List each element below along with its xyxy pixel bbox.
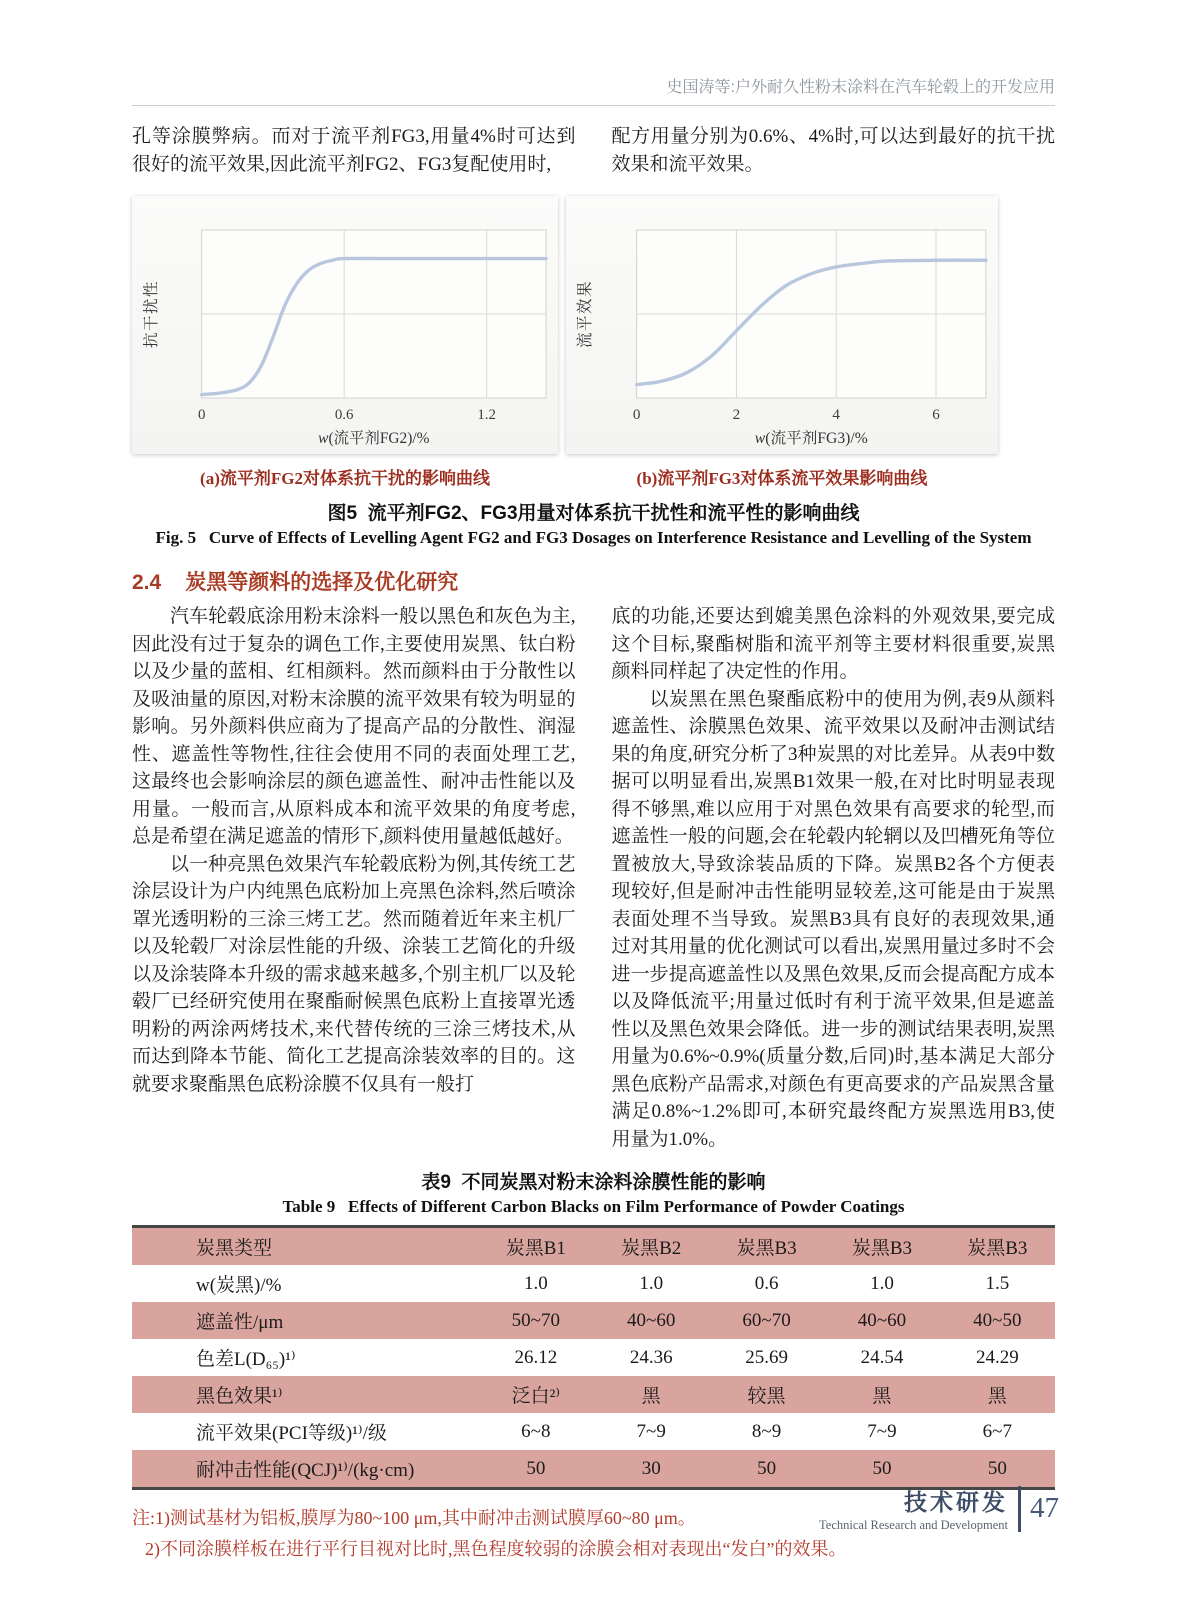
body-left-column (132, 603, 576, 1153)
svg-text:6: 6 (932, 407, 940, 423)
intro-right-paragraph: 配方用量分别为0.6%、4%时,可以达到最好的抗干扰效果和流平效果。 (611, 126, 1055, 175)
table9-col-header: 炭黑B2 (621, 1238, 682, 1259)
svg-text:4: 4 (832, 407, 840, 423)
table9-cell: 1.0 (870, 1272, 894, 1294)
table-row (132, 1265, 1055, 1302)
table9-cell: 1.0 (639, 1272, 664, 1294)
table9-cell: 24.54 (860, 1346, 904, 1368)
table9-cell: 7~9 (867, 1420, 897, 1442)
table9-caption-en: Table 9 Effects of Different Carbon Blacks on Film Performance of Powder Coatings (282, 1197, 905, 1216)
table9-cell: 8~9 (751, 1420, 782, 1442)
table9-cell: 40~50 (973, 1309, 1022, 1331)
svg-text:流平效果: 流平效果 (577, 280, 595, 348)
table9-col-header: 炭黑B3 (967, 1238, 1028, 1259)
table9-cell: 26.12 (514, 1346, 558, 1368)
table-row (132, 1339, 1055, 1376)
table9-cell: 24.29 (975, 1346, 1019, 1368)
figure5-caption-zh: 图5 流平剂FG2、FG3用量对体系抗干扰性和流平性的影响曲线 (327, 503, 860, 524)
figure5-panel-a (132, 196, 558, 489)
table9-cell: 60~70 (742, 1309, 791, 1331)
footer-column-zh: 技术研发 (904, 1489, 1008, 1515)
body-right-column (612, 603, 1056, 1153)
table9-row-label: 遮盖性/μm (196, 1312, 284, 1333)
table9-cell: 1.0 (523, 1272, 548, 1294)
svg-text:w(流平剂FG3)/%: w(流平剂FG3)/% (754, 430, 868, 447)
svg-text:w(流平剂FG2)/%: w(流平剂FG2)/% (318, 429, 430, 448)
table9-cell: 30 (641, 1457, 661, 1479)
table9-cell: 黑 (641, 1386, 661, 1407)
page-footer (819, 1484, 1059, 1533)
table9-cell: 50 (757, 1457, 777, 1479)
svg-text:2: 2 (732, 407, 741, 423)
table9-head-row (132, 1227, 1055, 1266)
table9-cell: 较黑 (747, 1386, 786, 1407)
table9-row-label: w(炭黑)/% (196, 1275, 282, 1296)
table9-cell: 50 (987, 1457, 1007, 1479)
figure5-subcaption-a: (a)流平剂FG2对体系抗干扰的影响曲线 (200, 469, 490, 488)
section-heading-2-4 (132, 566, 1055, 596)
table9-col-header-label: 炭黑类型 (196, 1238, 273, 1259)
table-note: 注:1)测试基材为铝板,膜厚为80~100 μm,其中耐冲击测试膜厚60~80 μm。 (132, 1508, 696, 1528)
table-row (132, 1413, 1055, 1450)
table9-col-header: 炭黑B3 (851, 1238, 913, 1259)
body-columns (132, 603, 1055, 1153)
chart-b-canvas (566, 196, 998, 454)
table9-cell: 6~8 (521, 1420, 551, 1442)
table9-cell: 40~60 (857, 1309, 907, 1331)
intro-left-paragraph: 孔等涂膜弊病。而对于流平剂FG3,用量4%时可达到很好的流平效果,因此流平剂FG2、FG3复配使用时, (132, 126, 576, 175)
table9-row-label: 流平效果(PCI等级)¹⁾/级 (196, 1423, 387, 1444)
svg-text:0: 0 (197, 406, 206, 424)
intro-columns (132, 123, 1055, 178)
svg-text:1.2: 1.2 (477, 406, 497, 424)
table9-col-header: 炭黑B3 (736, 1238, 797, 1259)
body-paragraph: 汽车轮毂底涂用粉末涂料一般以黑色和灰色为主,因此没有过于复杂的调色工作,主要使用炭黑、钛白粉以及少量的蓝相、红相颜料。然而颜料由于分散性以及吸油量的原因,对粉末涂膜的流平效果有较为明显的影响。另外颜料供应商为了提高产品的分散性、润湿性、遮盖性等物性,往往会使用不同的表面处理工艺,这最终也会影响涂层的颜色遮盖性、耐冲击性能以及用量。一般而言,从原料成本和流平效果的角度考虑,总是希望在满足遮盖的情形下,颜料使用量越低越好。 (132, 606, 576, 847)
figure5-caption-en: Fig. 5 Curve of Effects of Levelling Agent FG2 and FG3 Dosages on Interference Resistance and Levelling of the System (155, 528, 1032, 547)
table9-cell: 40~60 (627, 1309, 676, 1331)
section-title: 炭黑等颜料的选择及优化研究 (185, 571, 459, 594)
table9-cell: 50 (872, 1457, 892, 1479)
table9-row-label: 黑色效果¹⁾ (196, 1386, 283, 1407)
table9-caption-zh: 表9 不同炭黑对粉末涂料涂膜性能的影响 (421, 1172, 766, 1193)
intro-right-column (612, 123, 1056, 178)
table9-cell: 黑 (987, 1386, 1007, 1407)
footer-divider (1018, 1486, 1021, 1532)
body-paragraph: 底的功能,还要达到媲美黑色涂料的外观效果,要完成这个目标,聚酯树脂和流平剂等主要材料很重要,炭黑颜料同样起了决定性的作用。 (611, 606, 1055, 682)
svg-text:0: 0 (632, 407, 641, 423)
chart-a-canvas (132, 196, 558, 454)
running-title: 史国涛等:户外耐久性粉末涂料在汽车轮毂上的开发应用 (666, 79, 1055, 96)
section-number: 2.4 (132, 571, 162, 594)
header-rule (132, 105, 1055, 106)
table9 (132, 1225, 1055, 1490)
footer-column-label (819, 1484, 1008, 1533)
svg-text:0.6: 0.6 (334, 406, 354, 424)
table9-col-header: 炭黑B1 (505, 1238, 566, 1259)
table9-cell: 7~9 (636, 1420, 666, 1442)
figure5-subcaption-b: (b)流平剂FG3对体系流平效果影响曲线 (636, 469, 928, 488)
table9-row-label: 耐冲击性能(QCJ)¹⁾/(kg·cm) (196, 1460, 415, 1481)
table9-cell: 6~7 (982, 1420, 1012, 1442)
table9-row-label: 色差L(D₆₅)¹⁾ (196, 1349, 296, 1370)
table-row (132, 1450, 1055, 1489)
table-note: 2)不同涂膜样板在进行平行目视对比时,黑色程度较弱的涂膜会相对表现出“发白”的效果。 (145, 1539, 847, 1559)
figure5 (132, 196, 998, 489)
footer-column-en: Technical Research and Development (819, 1518, 1008, 1532)
table9-cell: 泛白²⁾ (511, 1386, 560, 1407)
figure5-panel-b (566, 196, 998, 489)
page-number: 47 (1030, 1492, 1059, 1524)
table9-cell: 1.5 (985, 1272, 1010, 1294)
table9-cell: 50 (526, 1457, 546, 1479)
intro-left-column (132, 123, 576, 178)
body-paragraph: 以一种亮黑色效果汽车轮毂底粉为例,其传统工艺涂层设计为户内纯黑色底粉加上亮黑色涂料,然后喷涂罩光透明粉的三涂三烤工艺。然而随着近年来主机厂以及轮毂厂对涂层性能的升级、涂装工艺简化的升级以及涂装降本升级的需求越来越多,个别主机厂以及轮毂厂已经研究使用在聚酯耐候黑色底粉上直接罩光透明粉的两涂两烤技术,来代替传统的三涂三烤技术,从而达到降本节能、简化工艺提高涂装效率的目的。这就要求聚酯黑色底粉涂膜不仅具有一般打 (132, 853, 576, 1095)
table-row (132, 1302, 1055, 1339)
table9-cell: 0.6 (754, 1272, 779, 1294)
table9-cell: 50~70 (511, 1309, 560, 1331)
table9-cell: 24.36 (629, 1346, 673, 1368)
table9-cell: 黑 (872, 1386, 892, 1407)
table9-cell: 25.69 (745, 1346, 788, 1368)
body-paragraph: 以炭黑在黑色聚酯底粉中的使用为例,表9从颜料遮盖性、涂膜黑色效果、流平效果以及耐冲击测试结果的角度,研究分析了3种炭黑的对比差异。从表9中数据可以明显看出,炭黑B1效果一般,在对比时明显表现得不够黑,难以应用于对黑色效果有高要求的轮型,而遮盖性一般的问题,会在轮毂内轮辋以及凹槽死角等位置被放大,导致涂装品质的下降。炭黑B2各个方便表现较好,但是耐冲击性能明显较差,这可能是由于炭黑表面处理不当导致。炭黑B3具有良好的表现效果,通过对其用量的优化测试可以看出,炭黑用量过多时不会进一步提高遮盖性以及黑色效果,反而会提高配方成本以及降低流平;用量过低时有利于流平效果,但是遮盖性以及黑色效果会降低。进一步的测试结果表明,炭黑用量为0.6%~0.9%(质量分数,后同)时,基本满足大部分黑色底粉产品需求,对颜色有更高要求的产品炭黑含量满足0.8%~1.2%即可,本研究最终配方炭黑选用B3,使用量为1.0%。 (611, 688, 1055, 1150)
table9-body (132, 1265, 1055, 1489)
table-row (132, 1376, 1055, 1413)
svg-text:抗干扰性: 抗干扰性 (142, 280, 160, 348)
